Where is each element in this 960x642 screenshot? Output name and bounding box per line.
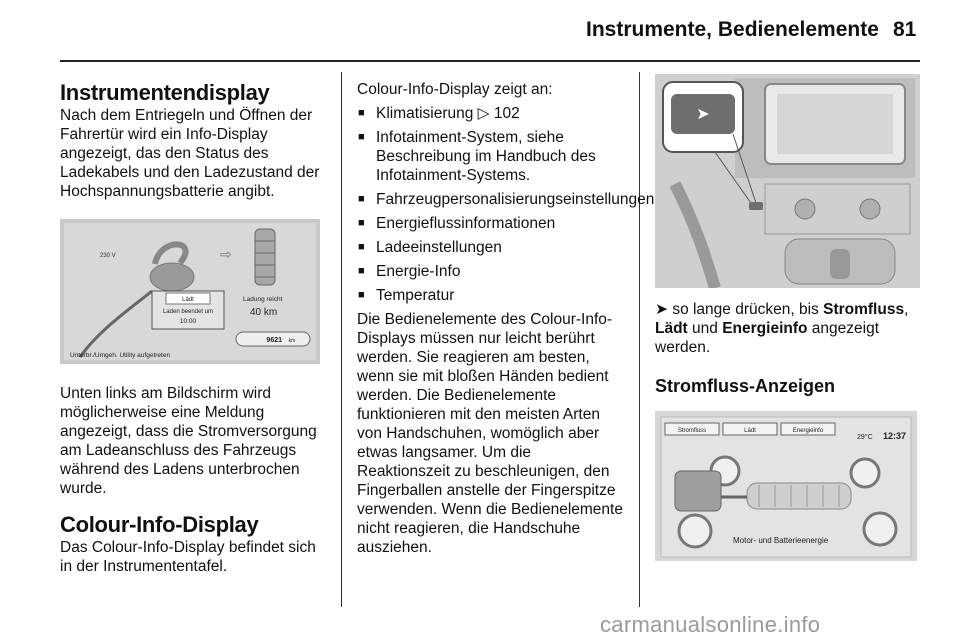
list-item: ■ Energie-Info xyxy=(357,262,625,281)
para-warning: Unten links am Bildschirm wird möglicherweise eine Meldung angezeigt, dass die Stromversorgung am Ladeanschluss des Fahrzeugs während des Ladens unterbrochen wurde. xyxy=(60,385,317,497)
column-2 xyxy=(357,80,655,557)
flow-label: Motor- und Batterieenergie xyxy=(733,536,829,545)
para-location: Das Colour-Info-Display befindet sich in der Instrumententafel. xyxy=(60,539,316,575)
column-divider-2 xyxy=(639,72,640,607)
battery-pack xyxy=(747,483,851,509)
flow-time: 12:37 xyxy=(883,431,907,441)
center-console-figure xyxy=(655,74,920,288)
list-item: ■ Infotainment-System, siehe Beschreibung im Handbuch des Infotainment-Systems. xyxy=(357,128,625,185)
flow-temp: 29°C xyxy=(857,434,873,441)
column-divider-1 xyxy=(341,72,342,607)
shifter xyxy=(830,249,850,279)
energy-button-icon: ➤ xyxy=(696,106,710,123)
energy-flow-figure xyxy=(655,411,917,561)
voltage-text: 230 V xyxy=(100,253,116,259)
list-item: ■ Temperatur xyxy=(357,286,625,305)
heading-colour-info-display: Colour-Info-Display xyxy=(60,512,259,537)
right-knob xyxy=(860,199,880,219)
button-location xyxy=(749,202,763,210)
running-header-title: Instrumente, Bedienelemente xyxy=(586,18,879,41)
para-controls: Die Bedienelemente des Colour-Info-Displays müssen nur leicht berührt werden. Sie reagieren am besten, wenn sie mit bloßen Händen bedient werden. Die Bedienelemente funktionieren mit den meisten Arten von Handschuhen, womöglich aber etwas langsamer. Um die Reaktionszeit zu beschleunigen, den Fingerballen anstelle der Fingerspitze verwenden. Wenn die Bedienelemente nicht reagieren, die Handschuhe ausziehen. xyxy=(357,311,623,556)
heading-stromfluss: Stromfluss-Anzeigen xyxy=(655,376,836,396)
column-3 xyxy=(655,74,925,561)
column-1 xyxy=(60,80,325,576)
watermark: carmanualsonline.info xyxy=(600,612,821,637)
left-knob xyxy=(795,199,815,219)
wheel-rear-left xyxy=(679,515,711,547)
header-rule xyxy=(60,60,920,62)
list-intro: Colour-Info-Display zeigt an: xyxy=(357,81,553,98)
display-functions-list xyxy=(357,104,655,305)
range-value: 40 km xyxy=(250,307,278,318)
para-instrumentendisplay: Nach dem Entriegeln und Öffnen der Fahrertür wird ein Info-Display angezeigt, das den Status des Ladekabels und den Ladezustand der Hochspannungsbatterie angibt. xyxy=(60,107,320,200)
range-label: Ladung reicht xyxy=(243,296,283,303)
display-inner xyxy=(777,94,893,154)
status-text: Lädt xyxy=(182,297,194,303)
heading-instrumentendisplay: Instrumentendisplay xyxy=(60,80,270,105)
list-item: ■ Fahrzeugpersonalisierungseinstellungen xyxy=(357,190,625,209)
tab-laedt-label: Lädt xyxy=(744,428,756,434)
list-item: ■ Energieflussinformationen xyxy=(357,214,625,233)
end-label: Laden beendet um xyxy=(162,309,214,315)
list-item: ■ Ladeeinstellungen xyxy=(357,238,625,257)
charging-screen-figure xyxy=(60,219,320,364)
wheel-rear-right xyxy=(864,513,896,545)
energy-button-inline-icon: ➤ xyxy=(655,301,668,318)
plug-shape xyxy=(150,263,194,291)
flow-arrow-icon: ⇨ xyxy=(220,246,232,262)
wheel-front-right xyxy=(851,459,879,487)
button-caption: ➤ so lange drücken, bis Stromfluss, Lädt und Energieinfo angezeigt werden. xyxy=(655,301,909,356)
odometer-unit: km xyxy=(288,338,296,344)
list-item: ■ Klimatisierung ▷ 102 xyxy=(357,104,625,123)
tab-energieinfo-label: Energieinfo xyxy=(792,428,824,434)
alert-text: Unterbr./Umgeh. Utility aufgetreten xyxy=(70,352,171,359)
tab-stromfluss-label: Stromfluss xyxy=(677,428,707,434)
page-number: 81 xyxy=(893,18,917,41)
end-time: 10:00 xyxy=(179,318,197,325)
motor-block xyxy=(675,471,721,511)
odometer-value: 9621 xyxy=(266,337,282,344)
